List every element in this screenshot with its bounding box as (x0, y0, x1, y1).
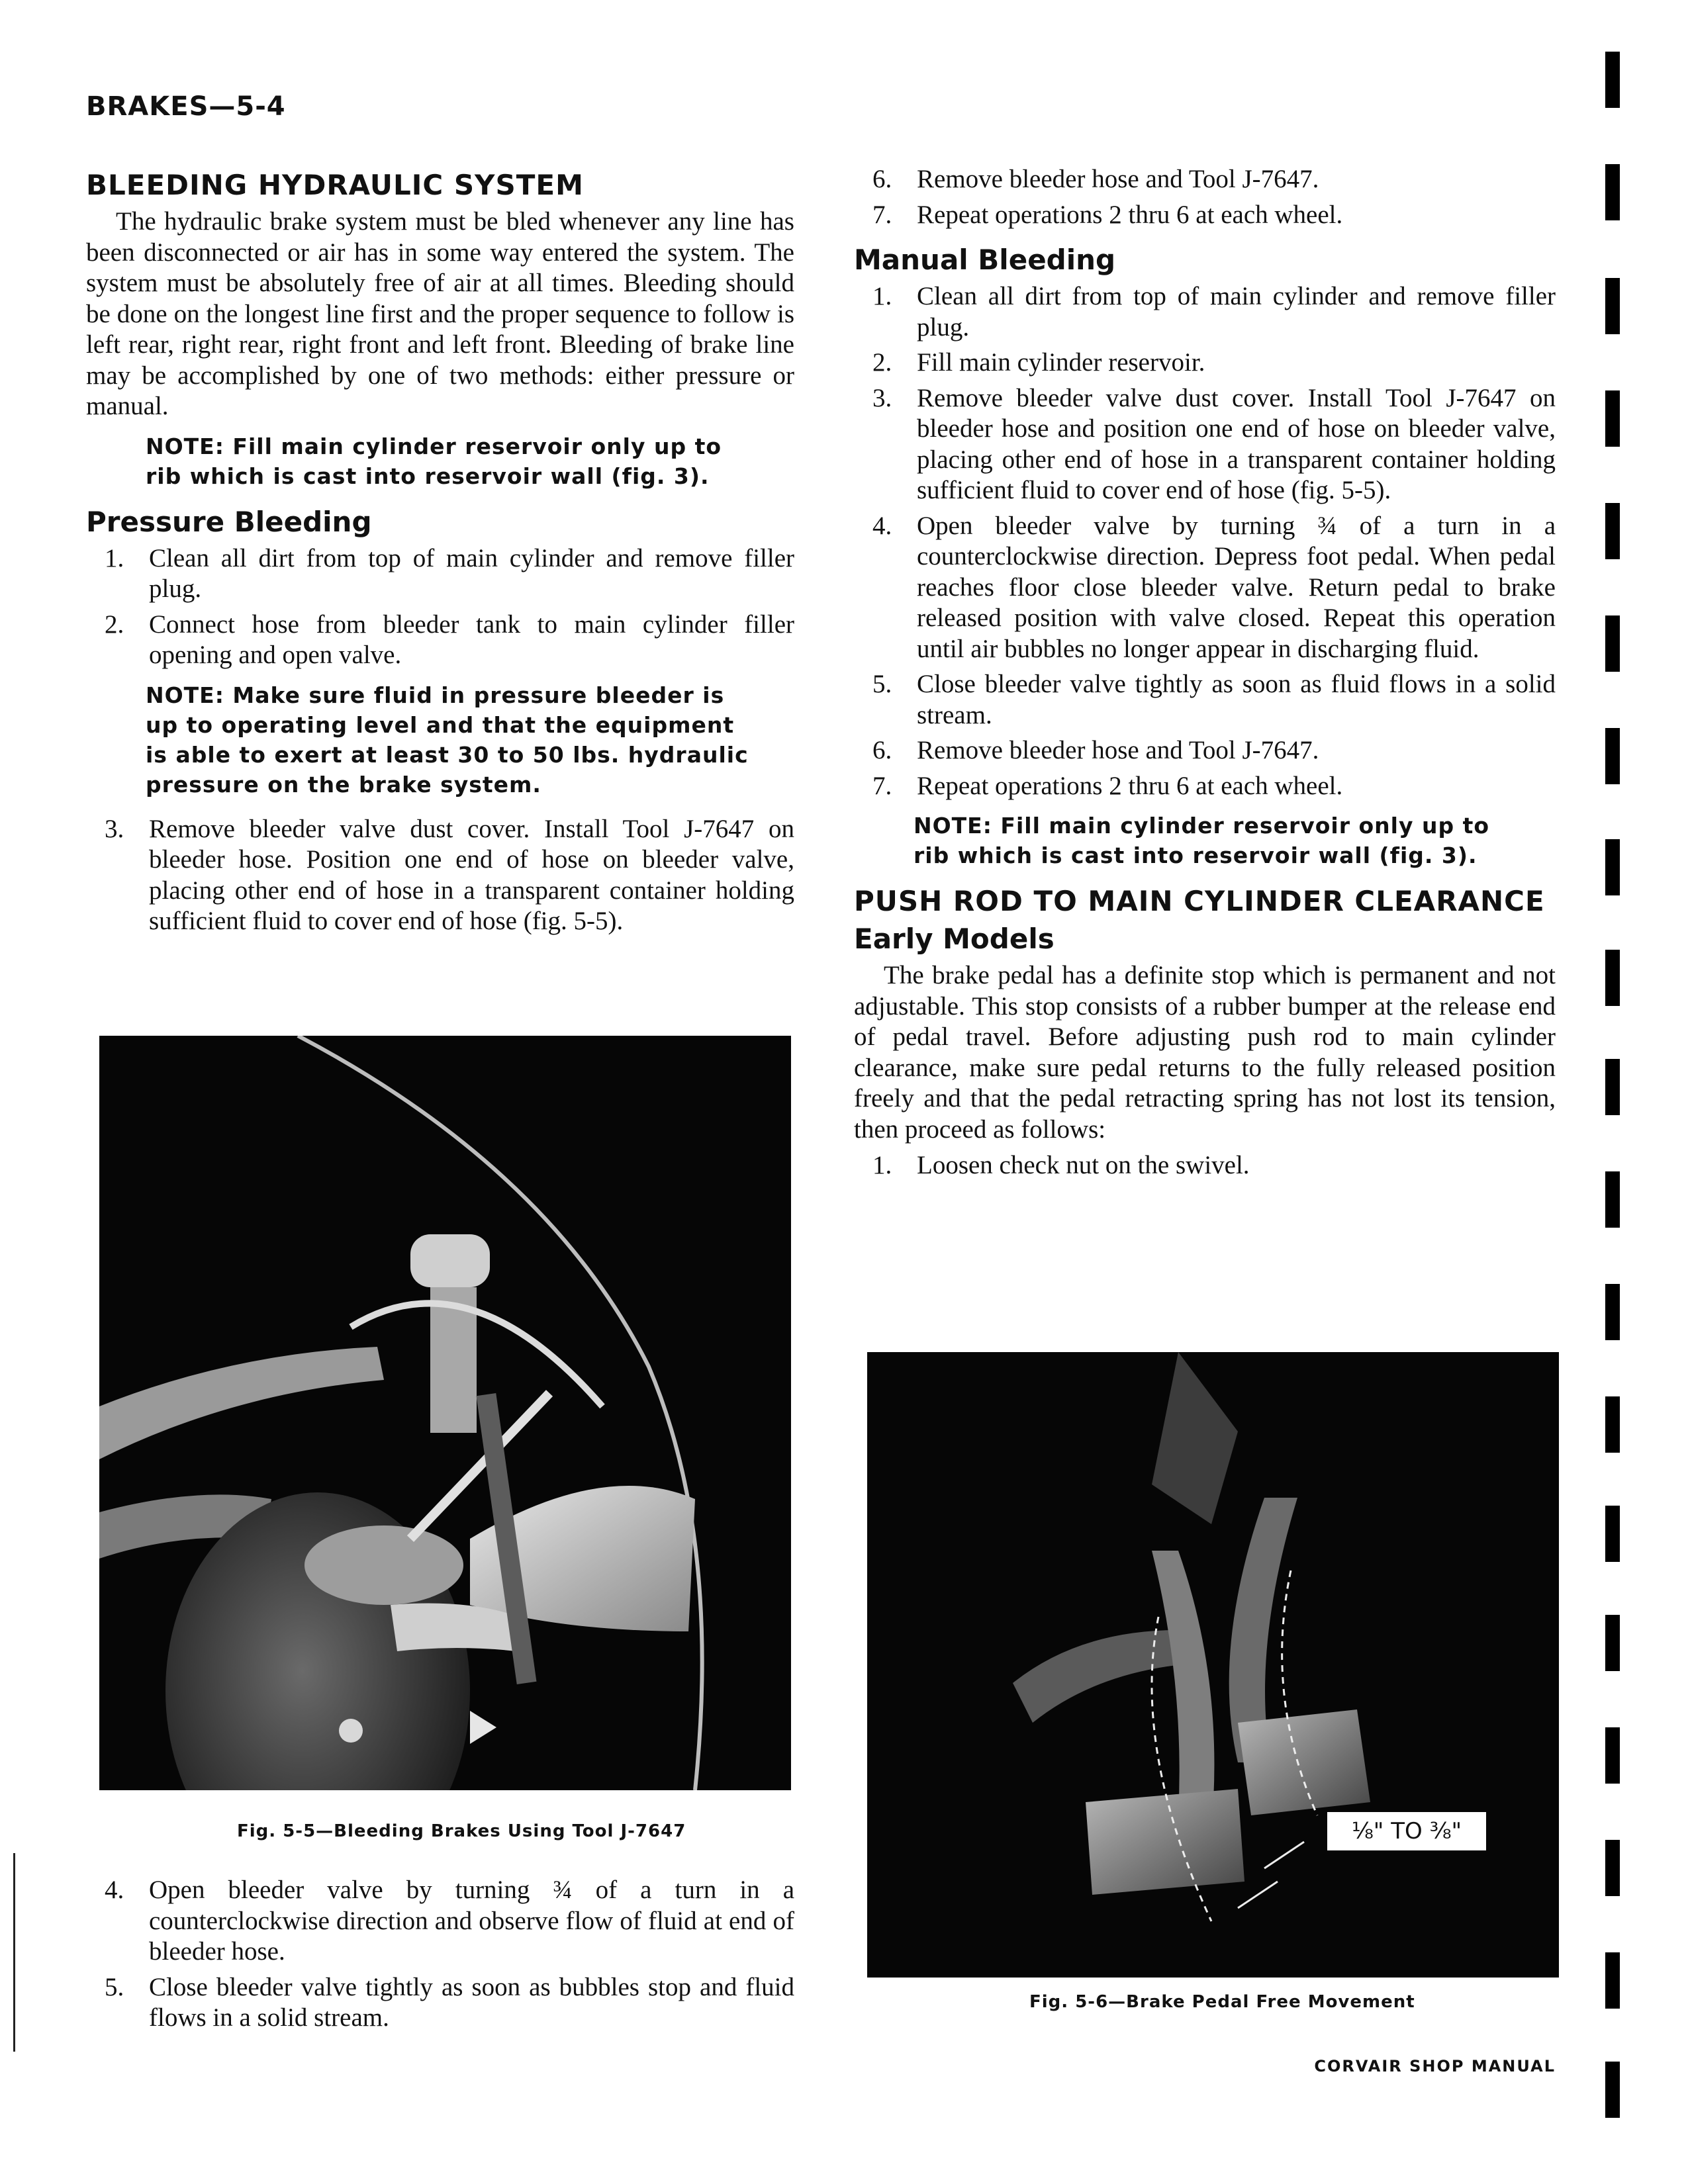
section-title-push-rod: PUSH ROD TO MAIN CYLINDER CLEARANCE (854, 885, 1545, 917)
margin-bar (1605, 1396, 1620, 1453)
running-head: BRAKES—5-4 (86, 91, 286, 122)
subhead-early-models: Early Models (854, 923, 1055, 955)
note-reservoir: NOTE: Fill main cylinder reservoir only up to rib which is cast into reservoir wall (fig. 3). (146, 433, 722, 489)
list-item: 6. Remove bleeder hose and Tool J-7647. (872, 736, 1319, 764)
push-rod-steps (854, 1150, 1556, 1181)
margin-bar (1605, 164, 1620, 220)
right-column (854, 164, 1556, 1186)
figure-5-5-caption: Fig. 5-5—Bleeding Brakes Using Tool J-7647 (237, 1821, 686, 1841)
margin-bar (1605, 1840, 1620, 1896)
pressure-steps-end (854, 164, 1556, 230)
margin-bar (1605, 503, 1620, 559)
clearance-label: ⅛" TO ⅜" (1351, 1818, 1462, 1844)
list-item: 7. Repeat operations 2 thru 6 at each wheel. (872, 771, 1343, 800)
subhead-pressure-bleeding: Pressure Bleeding (86, 505, 372, 538)
list-item: 5. Close bleeder valve tightly as soon as fluid flows in a solid stream. (872, 670, 1556, 729)
list-item: 7. Repeat operations 2 thru 6 at each wheel. (872, 200, 1343, 229)
margin-bar (1605, 728, 1620, 784)
margin-bar (1605, 950, 1620, 1006)
subhead-manual-bleeding: Manual Bleeding (854, 244, 1116, 276)
list-item: 2. Connect hose from bleeder tank to main cylinder filler opening and open valve. (105, 610, 794, 669)
list-item: 4. Open bleeder valve by turning ¾ of a turn in a counterclockwise direction. Depress foot pedal. When pedal reaches floor close bleeder valve. Return pedal to brake released position with valve closed. Repeat this operation until air bubbles no longer appear in discharging fluid. (872, 511, 1556, 663)
margin-bar (1605, 390, 1620, 447)
scan-edge-line (13, 1853, 15, 2052)
list-item: 4. Open bleeder valve by turning ¾ of a turn in a counterclockwise direction and observe flow of fluid at end of bleeder hose. (105, 1876, 794, 1966)
list-item: 2. Fill main cylinder reservoir. (872, 348, 1205, 377)
list-item: 6. Remove bleeder hose and Tool J-7647. (872, 165, 1319, 193)
list-item: 3. Remove bleeder valve dust cover. Install Tool J-7647 on bleeder hose and position one end of hose on bleeder valve, placing other end of hose in a transparent container holding sufficient fluid to cover end of hose (fig. 5-5). (872, 383, 1556, 504)
figure-5-6-caption: Fig. 5-6—Brake Pedal Free Movement (1029, 1992, 1415, 2012)
figure-5-5-photo (99, 1036, 791, 1790)
margin-bar (1605, 1171, 1620, 1228)
margin-bar (1605, 1727, 1620, 1784)
margin-bar (1605, 1059, 1620, 1115)
margin-bar (1605, 278, 1620, 334)
note-pressure-level: NOTE: Make sure fluid in pressure bleeder is up to operating level and that the equipment is able to exert at least 30 to 50 lbs. hydraulic pressure on the brake system. (146, 682, 749, 797)
list-item: 1. Clean all dirt from top of main cylinder and remove filler plug. (872, 282, 1556, 341)
margin-bar (1605, 1506, 1620, 1562)
margin-bar (1605, 839, 1620, 895)
section-title-bleeding: BLEEDING HYDRAULIC SYSTEM (86, 169, 584, 201)
push-rod-paragraph: The brake pedal has a definite stop which is permanent and not adjustable. This stop consists of a rubber bumper at the release end of pedal travel. Before adjusting push rod to main cylinder clearance, make sure pedal returns to the fully released position freely and that the pedal retracting spring has not lost its tension, then proceed as follows: (854, 961, 1556, 1144)
left-column (86, 169, 794, 942)
pressure-steps (86, 543, 794, 671)
intro-paragraph: The hydraulic brake system must be bled whenever any line has been disconnected or air has in some way entered the system. The system must be absolutely free of air at all times. Bleeding should be done on the longest line first and the proper sequence to follow is left rear, right rear, right front and left front. Bleeding of brake line may be accomplished by one of two methods: either pressure or manual. (86, 207, 794, 420)
margin-bar (1605, 1284, 1620, 1340)
list-item: 5. Close bleeder valve tightly as soon as bubbles stop and fluid flows in a solid stream. (105, 1972, 794, 2032)
note-reservoir-2: NOTE: Fill main cylinder reservoir only up to rib which is cast into reservoir wall (fig. 3). (914, 813, 1490, 868)
margin-bar (1605, 615, 1620, 672)
left-column-bottom (86, 1875, 794, 2038)
list-item: 3. Remove bleeder valve dust cover. Install Tool J-7647 on bleeder hose. Position one end of hose on bleeder valve, placing other end of hose in a transparent container holding sufficient fluid to cover end of hose (fig. 5-5). (105, 814, 794, 935)
manual-steps (854, 281, 1556, 801)
list-item: 1. Clean all dirt from top of main cylinder and remove filler plug. (105, 543, 794, 603)
pressure-steps-cont (86, 814, 794, 937)
pressure-steps-final (86, 1875, 794, 2034)
margin-bar (1605, 52, 1620, 108)
footer: CORVAIR SHOP MANUAL (1314, 2057, 1556, 2075)
margin-bar (1605, 2062, 1620, 2118)
figure-5-6-photo (867, 1352, 1559, 1978)
margin-bar (1605, 1952, 1620, 2009)
margin-bar (1605, 1615, 1620, 1671)
list-item: 1. Loosen check nut on the swivel. (872, 1151, 1250, 1179)
